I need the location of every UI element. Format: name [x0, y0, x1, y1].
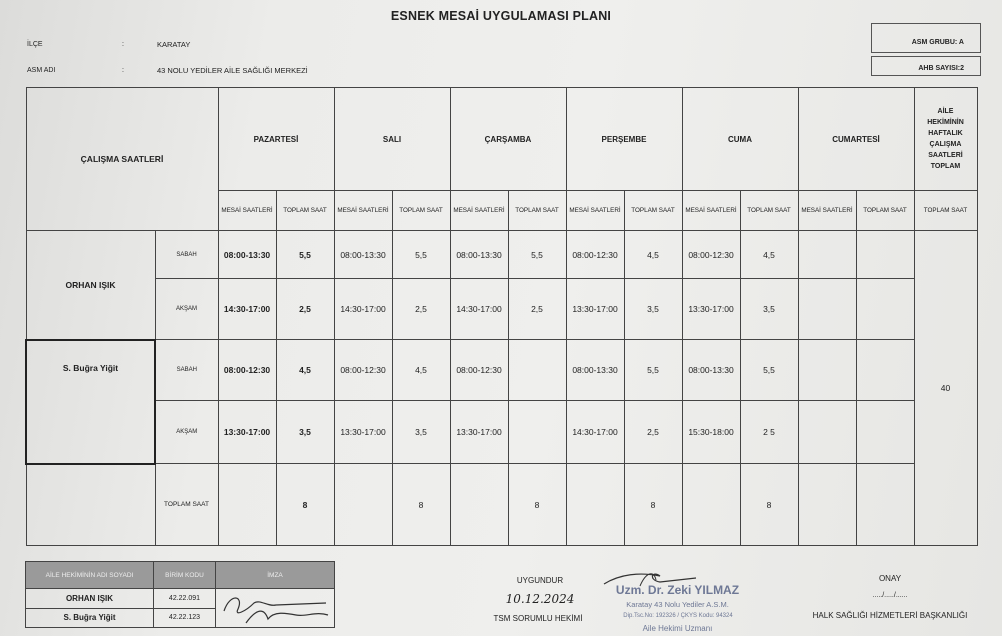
- totals-label: TOPLAM SAAT: [155, 464, 218, 546]
- total-cell: 3,5: [276, 401, 334, 464]
- totals-row: [26, 464, 977, 546]
- hours-cell: 08:00-12:30: [334, 340, 392, 401]
- hours-cell: 13:30-17:00: [218, 401, 276, 464]
- asm-value: 43 NOLU YEDİLER AİLE SAĞLIĞI MERKEZİ: [157, 66, 308, 75]
- total-cell: [856, 231, 914, 279]
- stamp-name: Uzm. Dr. Zeki YILMAZ: [615, 583, 740, 597]
- total-cell: 4,5: [624, 231, 682, 279]
- total-cell: 4,5: [740, 231, 798, 279]
- total-cell: 5,5: [276, 231, 334, 279]
- sig-doctor-name: ORHAN IŞIK: [26, 589, 154, 609]
- approval-date: 10.12.2024: [505, 592, 575, 606]
- document-title: ESNEK MESAİ UYGULAMASI PLANI: [390, 9, 612, 23]
- hours-cell: 08:00-13:30: [450, 231, 508, 279]
- hours-cell: 15:30-18:00: [682, 401, 740, 464]
- asm-separator: :: [122, 67, 124, 74]
- day-total: 8: [624, 464, 682, 546]
- hours-cell: 14:30-17:00: [218, 279, 276, 340]
- hours-cell: 08:00-13:30: [218, 231, 276, 279]
- total-cell: [856, 279, 914, 340]
- handwritten-signature: [216, 589, 334, 625]
- table-row: [26, 279, 977, 340]
- shift-label: AKŞAM: [155, 401, 218, 464]
- total-cell: 2,5: [508, 279, 566, 340]
- table-row: [26, 401, 977, 464]
- schedule-table: [25, 87, 978, 546]
- total-cell: [856, 340, 914, 401]
- day-header-friday: CUMA: [682, 88, 798, 191]
- tsm-label: TSM SORUMLU HEKİMİ: [493, 614, 583, 623]
- signature-table: [25, 561, 335, 628]
- stamp-line-2: Dip.Tsc.No: 192326 / ÇKYS Kodu: 94324: [623, 613, 733, 619]
- shift-label: SABAH: [155, 231, 218, 279]
- toplam-header: TOPLAM SAAT: [740, 191, 798, 231]
- day-total: 8: [740, 464, 798, 546]
- toplam-header: TOPLAM SAAT: [508, 191, 566, 231]
- weekly-total-value: 40: [914, 231, 977, 546]
- total-cell: 3,5: [740, 279, 798, 340]
- doctor-name: S. Buğra Yiğit: [26, 340, 155, 464]
- total-cell: 2,5: [392, 279, 450, 340]
- day-total: 8: [392, 464, 450, 546]
- total-cell: 3,5: [392, 401, 450, 464]
- doctor-name: ORHAN IŞIK: [26, 231, 155, 340]
- hours-cell: [798, 231, 856, 279]
- day-total: [856, 464, 914, 546]
- onay-date: ...../...../......: [872, 592, 908, 599]
- hours-cell: 14:30-17:00: [566, 401, 624, 464]
- uygundur-label: UYGUNDUR: [516, 576, 564, 585]
- toplam-header: TOPLAM SAAT: [914, 191, 977, 231]
- total-cell: [856, 401, 914, 464]
- shift-label: AKŞAM: [155, 279, 218, 340]
- hours-cell: 13:30-17:00: [566, 279, 624, 340]
- day-header-monday: PAZARTESİ: [218, 88, 334, 191]
- mesai-header: MESAİ SAATLERİ: [450, 191, 508, 231]
- stamp-line-3: Aile Hekimi Uzmanı: [642, 624, 713, 633]
- total-cell: 5,5: [508, 231, 566, 279]
- mesai-header: MESAİ SAATLERİ: [682, 191, 740, 231]
- hours-cell: [798, 401, 856, 464]
- sig-doctor-code: 42.22.091: [154, 589, 216, 609]
- hours-cell: 08:00-12:30: [682, 231, 740, 279]
- asm-label: ASM ADI: [27, 67, 56, 74]
- total-cell: [508, 340, 566, 401]
- sig-col-name: AİLE HEKİMİNİN ADI SOYADI: [26, 562, 154, 589]
- table-row: [26, 340, 977, 401]
- hours-cell: [798, 279, 856, 340]
- stamp-line-1: Karatay 43 Nolu Yediler A.S.M.: [626, 600, 729, 609]
- day-total: 8: [508, 464, 566, 546]
- mesai-header: MESAİ SAATLERİ: [798, 191, 856, 231]
- total-cell: 2,5: [624, 401, 682, 464]
- hours-cell: 13:30-17:00: [450, 401, 508, 464]
- sig-col-code: BİRİM KODU: [154, 562, 216, 589]
- hours-cell: [798, 340, 856, 401]
- sig-doctor-name: S. Buğra Yiğit: [26, 608, 154, 628]
- total-cell: 5,5: [624, 340, 682, 401]
- ilce-value: KARATAY: [157, 40, 191, 49]
- mesai-header: MESAİ SAATLERİ: [218, 191, 276, 231]
- ilce-label: İLÇE: [27, 41, 43, 48]
- total-cell: 5,5: [392, 231, 450, 279]
- hours-cell: 08:00-12:30: [566, 231, 624, 279]
- signature-area: [216, 589, 335, 628]
- hours-cell: 08:00-13:30: [334, 231, 392, 279]
- hours-cell: 08:00-12:30: [450, 340, 508, 401]
- weekly-total-header: AİLE HEKİMİNİN HAFTALIK ÇALIŞMA SAATLERİ TOPLAM: [914, 88, 977, 191]
- toplam-header: TOPLAM SAAT: [856, 191, 914, 231]
- shift-label: SABAH: [155, 340, 218, 401]
- mesai-header: MESAİ SAATLERİ: [334, 191, 392, 231]
- working-hours-header: ÇALIŞMA SAATLERİ: [26, 88, 218, 231]
- ilce-separator: :: [122, 41, 124, 48]
- total-cell: 2,5: [276, 279, 334, 340]
- day-header-thursday: PERŞEMBE: [566, 88, 682, 191]
- total-cell: 2 5: [740, 401, 798, 464]
- blank-cell: [26, 464, 155, 546]
- day-header-saturday: CUMARTESİ: [798, 88, 914, 191]
- ahb-count-box: AHB SAYISI:2: [871, 56, 981, 76]
- sig-col-sign: İMZA: [216, 562, 335, 589]
- total-cell: 3,5: [624, 279, 682, 340]
- hours-cell: 14:30-17:00: [450, 279, 508, 340]
- hours-cell: 08:00-13:30: [566, 340, 624, 401]
- table-row: [26, 231, 977, 279]
- onay-label: ONAY: [878, 574, 902, 583]
- toplam-header: TOPLAM SAAT: [392, 191, 450, 231]
- hours-cell: 13:30-17:00: [334, 401, 392, 464]
- hours-cell: 08:00-13:30: [682, 340, 740, 401]
- hours-cell: 13:30-17:00: [682, 279, 740, 340]
- total-cell: 4,5: [392, 340, 450, 401]
- mesai-header: MESAİ SAATLERİ: [566, 191, 624, 231]
- sig-doctor-code: 42.22.123: [154, 608, 216, 628]
- hours-cell: 14:30-17:00: [334, 279, 392, 340]
- hours-cell: 08:00-12:30: [218, 340, 276, 401]
- baskanlik-label: HALK SAĞLIĞI HİZMETLERİ BAŞKANLIĞI: [812, 611, 968, 620]
- day-header-wednesday: ÇARŞAMBA: [450, 88, 566, 191]
- table-row: [26, 589, 335, 609]
- total-cell: 5,5: [740, 340, 798, 401]
- total-cell: [508, 401, 566, 464]
- asm-group-box: ASM GRUBU: A: [871, 23, 981, 53]
- day-total: 8: [276, 464, 334, 546]
- day-header-tuesday: SALI: [334, 88, 450, 191]
- toplam-header: TOPLAM SAAT: [624, 191, 682, 231]
- toplam-header: TOPLAM SAAT: [276, 191, 334, 231]
- total-cell: 4,5: [276, 340, 334, 401]
